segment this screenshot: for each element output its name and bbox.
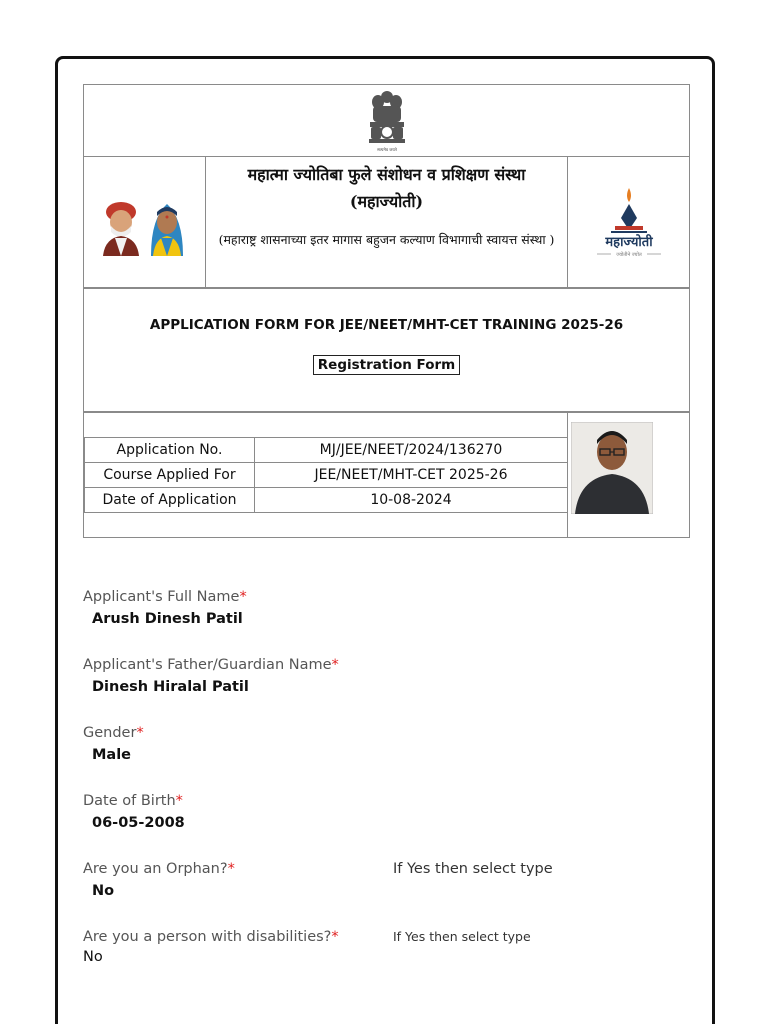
field-value: Dinesh Hiralal Patil bbox=[92, 679, 249, 695]
portrait-jyotiba-phule-image bbox=[101, 198, 141, 256]
portrait-savitribai-phule-image bbox=[145, 198, 189, 256]
field-disabilities bbox=[83, 929, 690, 997]
field-label: Applicant's Father/Guardian Name* bbox=[83, 657, 339, 673]
field-label: Gender* bbox=[83, 725, 144, 741]
course-applied-label: Course Applied For bbox=[85, 463, 255, 488]
form-page-frame bbox=[55, 56, 715, 1024]
form-title-row bbox=[84, 287, 689, 411]
mahajyoti-logo bbox=[568, 157, 689, 287]
application-no-label: Application No. bbox=[85, 438, 255, 463]
required-mark: * bbox=[239, 589, 247, 605]
application-info-row bbox=[83, 411, 690, 538]
required-mark: * bbox=[175, 793, 183, 809]
applicant-details bbox=[83, 589, 690, 997]
required-mark: * bbox=[331, 657, 339, 673]
field-full-name bbox=[83, 589, 690, 657]
organization-title-line2: (महाज्योती) bbox=[349, 192, 424, 211]
applicant-photo-cell bbox=[568, 413, 689, 537]
header-table bbox=[83, 84, 690, 411]
field-date-of-birth bbox=[83, 793, 690, 861]
field-value: 06-05-2008 bbox=[92, 815, 185, 831]
field-label: Applicant's Full Name* bbox=[83, 589, 247, 605]
field-gender bbox=[83, 725, 690, 793]
required-mark: * bbox=[227, 861, 235, 877]
organization-name-block bbox=[206, 157, 568, 287]
field-value: No bbox=[83, 949, 103, 965]
table-row bbox=[85, 488, 568, 513]
logo-tagline: ज्योतीने ज्योत bbox=[615, 252, 642, 258]
date-of-application-value: 10-08-2024 bbox=[255, 488, 568, 513]
table-row bbox=[85, 463, 568, 488]
application-info-table bbox=[84, 437, 568, 513]
field-value: Arush Dinesh Patil bbox=[92, 611, 243, 627]
emblem-caption: सत्यमेव जयते bbox=[376, 146, 397, 152]
application-info-block bbox=[84, 413, 568, 537]
field-label: Are you an Orphan?* bbox=[83, 861, 235, 877]
date-of-application-label: Date of Application bbox=[85, 488, 255, 513]
national-emblem-icon bbox=[365, 88, 409, 154]
registration-form-tag: Registration Form bbox=[313, 355, 460, 375]
mahajyoti-logo-icon bbox=[589, 182, 669, 262]
field-value: Male bbox=[92, 747, 132, 763]
form-header bbox=[83, 84, 690, 538]
required-mark: * bbox=[136, 725, 144, 741]
emblem-row bbox=[84, 85, 689, 156]
table-row bbox=[85, 438, 568, 463]
founders-portraits bbox=[84, 157, 206, 287]
application-no-value: MJ/JEE/NEET/2024/136270 bbox=[255, 438, 568, 463]
disability-type-label: If Yes then select type bbox=[393, 929, 531, 944]
field-value: No bbox=[92, 883, 115, 899]
course-applied-value: JEE/NEET/MHT-CET 2025-26 bbox=[255, 463, 568, 488]
field-label: Are you a person with disabilities?* bbox=[83, 929, 339, 945]
applicant-photo bbox=[571, 422, 653, 514]
field-father-guardian-name bbox=[83, 657, 690, 725]
organization-row bbox=[84, 156, 689, 287]
field-orphan bbox=[83, 861, 690, 929]
logo-text: महाज्योती bbox=[604, 235, 653, 250]
organization-title-line1: महात्मा ज्योतिबा फुले संशोधन व प्रशिक्षण संस्था bbox=[247, 165, 526, 184]
form-title: APPLICATION FORM FOR JEE/NEET/MHT-CET TRAINING 2025-26 bbox=[149, 317, 624, 333]
required-mark: * bbox=[331, 929, 339, 945]
organization-subtitle: (महाराष्ट्र शासनाच्या इतर मागास बहुजन कल्याण विभागाची स्वायत्त संस्था ) bbox=[218, 232, 555, 247]
field-label: Date of Birth* bbox=[83, 793, 183, 809]
orphan-type-label: If Yes then select type bbox=[393, 861, 553, 877]
